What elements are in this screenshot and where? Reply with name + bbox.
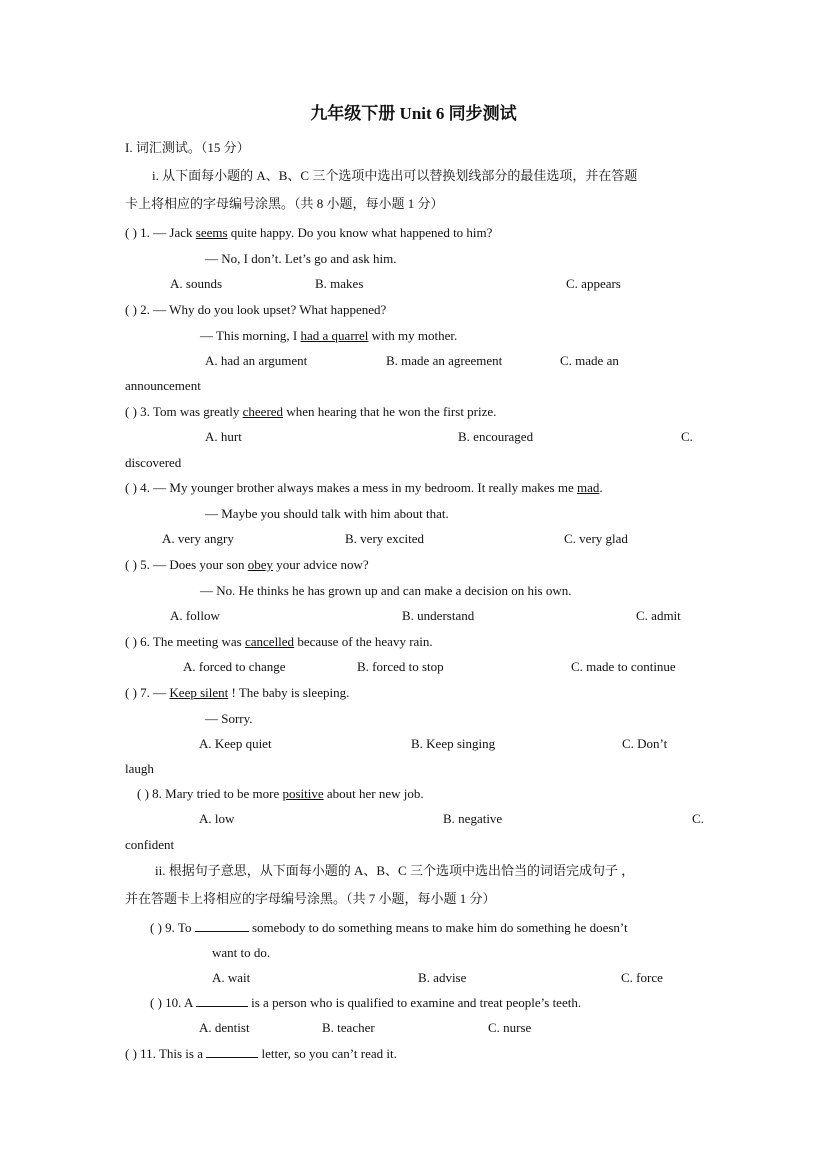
answer-blank — [196, 995, 248, 1007]
underlined-word: Keep silent — [169, 685, 229, 700]
underlined-word: mad — [577, 480, 600, 495]
q7-option-a: A. Keep quiet — [199, 736, 272, 751]
answer-blank — [206, 1046, 258, 1058]
underlined-word: cheered — [242, 404, 284, 419]
q6-option-c: C. made to continue — [571, 659, 676, 674]
question-1: ( ) 1. — Jack seems quite happy. Do you know what happened to him? — [125, 225, 493, 240]
q5-option-b: B. understand — [402, 608, 475, 623]
q2-option-a: A. had an argument — [205, 353, 308, 368]
underlined-word: seems — [195, 225, 228, 240]
page-title: 九年级下册 Unit 6 同步测试 — [310, 104, 517, 123]
q8-option-c: C. — [692, 811, 704, 826]
q1-option-b: B. makes — [315, 276, 364, 291]
question-11: ( ) 11. This is a letter, so you can’t read it. — [125, 1046, 397, 1061]
question-4-reply: — Maybe you should talk with him about that. — [205, 506, 449, 521]
q2-option-c: C. made an — [560, 353, 619, 368]
question-1-reply: — No, I don’t. Let’s go and ask him. — [205, 251, 397, 266]
underlined-word: had a quarrel — [300, 328, 369, 343]
q3-option-a: A. hurt — [205, 429, 242, 444]
q7-option-b: B. Keep singing — [411, 736, 496, 751]
q8-option-b: B. negative — [443, 811, 503, 826]
answer-blank — [195, 920, 249, 932]
q9-option-c: C. force — [621, 970, 663, 985]
question-5-reply: — No. He thinks he has grown up and can make a decision on his own. — [200, 583, 572, 598]
q6-option-b: B. forced to stop — [357, 659, 444, 674]
part1-instruction-cont: 卡上将相应的字母编号涂黑。（共 8 小题，每小题 1 分） — [125, 196, 444, 211]
question-8: ( ) 8. Mary tried to be more positive about her new job. — [137, 786, 424, 801]
q8-option-a: A. low — [199, 811, 235, 826]
q5-option-c: C. admit — [636, 608, 681, 623]
question-9-cont: want to do. — [212, 945, 271, 960]
q7-option-c: C. Don’t — [622, 736, 668, 751]
q1-option-a: A. sounds — [170, 276, 223, 291]
q4-option-a: A. very angry — [162, 531, 234, 546]
q4-option-c: C. very glad — [564, 531, 628, 546]
q3-option-c-cont: discovered — [125, 455, 182, 470]
q7-option-c-cont: laugh — [125, 761, 154, 776]
q6-option-a: A. forced to change — [183, 659, 286, 674]
q10-option-a: A. dentist — [199, 1020, 250, 1035]
q3-option-b: B. encouraged — [458, 429, 534, 444]
question-6: ( ) 6. The meeting was cancelled because of the heavy rain. — [125, 634, 433, 649]
q2-option-b: B. made an agreement — [386, 353, 503, 368]
q4-option-b: B. very excited — [345, 531, 425, 546]
q10-option-b: B. teacher — [322, 1020, 375, 1035]
section-heading: I. 词汇测试。（15 分） — [125, 140, 250, 155]
question-3: ( ) 3. Tom was greatly cheered when hearing that he won the first prize. — [125, 404, 497, 419]
q10-option-c: C. nurse — [488, 1020, 532, 1035]
question-7-reply: — Sorry. — [205, 711, 253, 726]
q9-option-b: B. advise — [418, 970, 467, 985]
q5-option-a: A. follow — [170, 608, 220, 623]
question-9: ( ) 9. To somebody to do something means to make him do something he doesn’t — [150, 920, 628, 935]
question-7: ( ) 7. — Keep silent ! The baby is sleeping. — [125, 685, 350, 700]
q1-option-c: C. appears — [566, 276, 621, 291]
q9-option-a: A. wait — [212, 970, 251, 985]
part2-instruction: ii. 根据句子意思，从下面每小题的 A、B、C 三个选项中选出恰当的词语完成句子 ， — [155, 863, 635, 878]
q8-option-c-cont: confident — [125, 837, 175, 852]
question-5: ( ) 5. — Does your son obey your advice now? — [125, 557, 369, 572]
question-2: ( ) 2. — Why do you look upset? What happened? — [125, 302, 387, 317]
underlined-word: cancelled — [244, 634, 295, 649]
question-2-reply: — This morning, I had a quarrel with my mother. — [200, 328, 458, 343]
part1-instruction: i. 从下面每小题的 A、B、C 三个选项中选出可以替换划线部分的最佳选项，并在答题 — [152, 168, 638, 183]
question-4: ( ) 4. — My younger brother always makes a mess in my bedroom. It really makes me mad. — [125, 480, 603, 495]
part2-instruction-cont: 并在答题卡上将相应的字母编号涂黑。（共 7 小题，每小题 1 分） — [125, 891, 496, 906]
question-10: ( ) 10. A is a person who is qualified to examine and treat people’s teeth. — [150, 995, 582, 1010]
underlined-word: positive — [282, 786, 324, 801]
q3-option-c: C. — [681, 429, 693, 444]
q2-option-c-cont: announcement — [125, 378, 201, 393]
underlined-word: obey — [247, 557, 274, 572]
